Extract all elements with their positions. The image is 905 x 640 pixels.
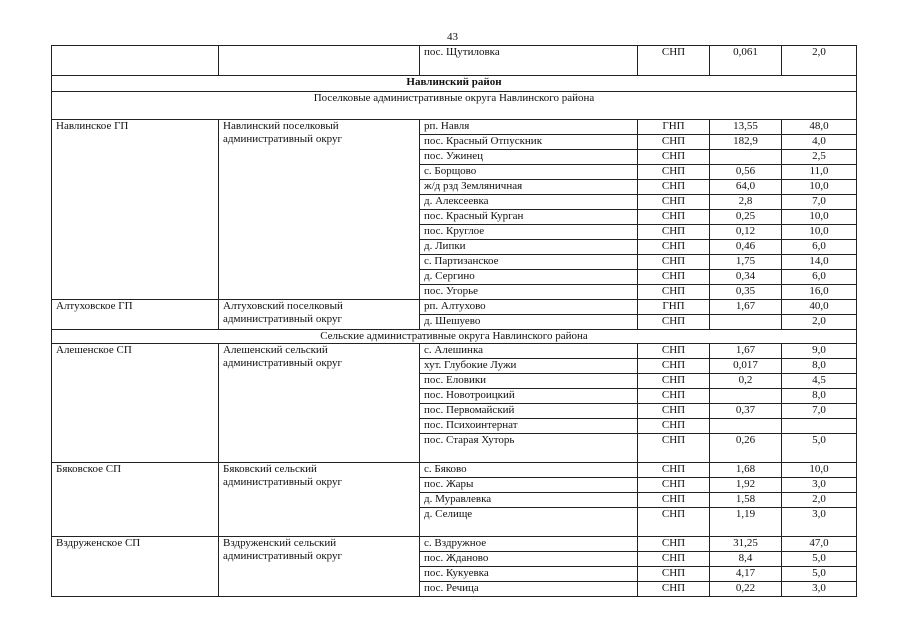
cell-type: СНП (638, 419, 710, 434)
cell-value-1 (710, 150, 782, 165)
cell-type: СНП (638, 359, 710, 374)
cell-okrug (219, 120, 420, 300)
cell-value-2: 9,0 (782, 344, 857, 359)
cell-type: СНП (638, 478, 710, 493)
cell-settlement: пос. Круглое (420, 225, 638, 240)
table-row (52, 344, 857, 359)
cell-value-2: 6,0 (782, 270, 857, 285)
cell-value-2 (782, 419, 857, 434)
cell-settlement: с. Партизанское (420, 255, 638, 270)
cell-settlement: пос. Угорье (420, 285, 638, 300)
subsection-rural: Сельские административные округа Навлинского района (52, 330, 857, 344)
cell-value-2: 5,0 (782, 567, 857, 582)
cell-value-2: 10,0 (782, 225, 857, 240)
subsection-settlement: Поселковые административные округа Навлинского района (52, 92, 857, 120)
district-title: Навлинский район (52, 76, 857, 92)
cell-type: СНП (638, 195, 710, 210)
cell-value-1: 0,061 (710, 46, 782, 76)
cell-settlement: пос. Старая Хуторь (420, 434, 638, 463)
cell-settlement: с. Алешинка (420, 344, 638, 359)
cell-type: СНП (638, 150, 710, 165)
table-row (52, 300, 857, 315)
cell-settlement: пос. Еловики (420, 374, 638, 389)
okrug-line: административный округ (223, 550, 343, 562)
cell-value-1: 0,017 (710, 359, 782, 374)
cell-settlement: пос. Новотроицкий (420, 389, 638, 404)
cell-settlement: д. Шешуево (420, 315, 638, 330)
cell-settlement: д. Липки (420, 240, 638, 255)
subsection-row (52, 330, 857, 344)
okrug-line: Алешенский сельский (223, 344, 328, 356)
cell-value-1: 0,34 (710, 270, 782, 285)
cell-mo: Алтуховское ГП (52, 300, 219, 330)
table-row (52, 537, 857, 552)
cell-value-1: 0,22 (710, 582, 782, 597)
cell-value-1: 2,8 (710, 195, 782, 210)
cell-type: ГНП (638, 300, 710, 315)
cell-value-1: 13,55 (710, 120, 782, 135)
okrug-line: административный округ (223, 357, 343, 369)
cell-value-1: 0,12 (710, 225, 782, 240)
cell-mo (52, 46, 219, 76)
cell-value-2: 2,5 (782, 150, 857, 165)
cell-settlement: пос. Ужинец (420, 150, 638, 165)
cell-value-2: 2,0 (782, 315, 857, 330)
cell-value-1: 1,67 (710, 344, 782, 359)
cell-type: СНП (638, 210, 710, 225)
cell-settlement: д. Селище (420, 508, 638, 537)
cell-type: СНП (638, 508, 710, 537)
cell-mo: Алешенское СП (52, 344, 219, 463)
okrug-line: Алтуховский поселковый (223, 300, 343, 312)
cell-settlement: пос. Жары (420, 478, 638, 493)
cell-value-1: 1,75 (710, 255, 782, 270)
cell-value-2: 4,0 (782, 135, 857, 150)
okrug-line: Бяковский сельский (223, 463, 317, 475)
cell-settlement: д. Сергино (420, 270, 638, 285)
cell-type: СНП (638, 315, 710, 330)
cell-settlement: пос. Психоинтернат (420, 419, 638, 434)
cell-value-2: 5,0 (782, 434, 857, 463)
cell-value-1: 182,9 (710, 135, 782, 150)
cell-type: СНП (638, 165, 710, 180)
cell-value-1: 1,19 (710, 508, 782, 537)
cell-okrug (219, 463, 420, 537)
cell-value-2: 7,0 (782, 195, 857, 210)
cell-value-2: 48,0 (782, 120, 857, 135)
cell-value-1 (710, 389, 782, 404)
cell-value-2: 47,0 (782, 537, 857, 552)
cell-value-2: 2,0 (782, 493, 857, 508)
cell-type: СНП (638, 46, 710, 76)
cell-value-1: 1,92 (710, 478, 782, 493)
cell-value-2: 3,0 (782, 582, 857, 597)
cell-mo: Вздруженское СП (52, 537, 219, 597)
cell-value-2: 2,0 (782, 46, 857, 76)
cell-value-1: 31,25 (710, 537, 782, 552)
okrug-line: административный округ (223, 133, 343, 145)
cell-value-2: 14,0 (782, 255, 857, 270)
cell-value-2: 10,0 (782, 180, 857, 195)
cell-okrug (219, 300, 420, 330)
cell-value-2: 16,0 (782, 285, 857, 300)
cell-settlement: рп. Навля (420, 120, 638, 135)
cell-type: СНП (638, 344, 710, 359)
cell-value-1: 1,68 (710, 463, 782, 478)
cell-type: СНП (638, 285, 710, 300)
cell-settlement: с. Борщово (420, 165, 638, 180)
cell-value-1: 0,56 (710, 165, 782, 180)
cell-value-2: 40,0 (782, 300, 857, 315)
cell-settlement: д. Муравлевка (420, 493, 638, 508)
cell-settlement: хут. Глубокие Лужи (420, 359, 638, 374)
cell-type: СНП (638, 374, 710, 389)
cell-type: СНП (638, 537, 710, 552)
cell-value-2: 3,0 (782, 478, 857, 493)
settlements-table (51, 45, 857, 597)
cell-value-1: 0,37 (710, 404, 782, 419)
cell-settlement: пос. Жданово (420, 552, 638, 567)
cell-value-1: 0,26 (710, 434, 782, 463)
cell-type: СНП (638, 389, 710, 404)
cell-value-2: 10,0 (782, 463, 857, 478)
cell-mo: Бяковское СП (52, 463, 219, 537)
cell-value-1: 0,25 (710, 210, 782, 225)
cell-okrug (219, 46, 420, 76)
cell-settlement: с. Бяково (420, 463, 638, 478)
okrug-line: административный округ (223, 313, 343, 325)
cell-settlement: пос. Красный Курган (420, 210, 638, 225)
cell-value-2: 7,0 (782, 404, 857, 419)
cell-type: СНП (638, 552, 710, 567)
cell-type: СНП (638, 270, 710, 285)
cell-value-1: 1,67 (710, 300, 782, 315)
cell-type: СНП (638, 255, 710, 270)
cell-type: СНП (638, 434, 710, 463)
cell-settlement: пос. Речица (420, 582, 638, 597)
cell-value-2: 10,0 (782, 210, 857, 225)
cell-type: СНП (638, 135, 710, 150)
cell-settlement: пос. Щутиловка (420, 46, 638, 76)
table-row (52, 120, 857, 135)
cell-mo: Навлинское ГП (52, 120, 219, 300)
cell-value-1: 0,46 (710, 240, 782, 255)
table-row (52, 463, 857, 478)
cell-type: ГНП (638, 120, 710, 135)
cell-type: СНП (638, 493, 710, 508)
cell-value-1: 64,0 (710, 180, 782, 195)
cell-value-2: 3,0 (782, 508, 857, 537)
okrug-line: Навлинский поселковый (223, 120, 339, 132)
cell-value-1: 0,35 (710, 285, 782, 300)
cell-type: СНП (638, 567, 710, 582)
cell-type: СНП (638, 180, 710, 195)
cell-type: СНП (638, 582, 710, 597)
cell-value-1: 4,17 (710, 567, 782, 582)
cell-okrug (219, 344, 420, 463)
cell-settlement: рп. Алтухово (420, 300, 638, 315)
cell-type: СНП (638, 404, 710, 419)
cell-value-2: 11,0 (782, 165, 857, 180)
cell-value-1: 0,2 (710, 374, 782, 389)
cell-value-1: 8,4 (710, 552, 782, 567)
cell-settlement: пос. Первомайский (420, 404, 638, 419)
cell-okrug (219, 537, 420, 597)
okrug-line: Вздруженский сельский (223, 537, 337, 549)
cell-value-1 (710, 419, 782, 434)
table-row (52, 46, 857, 76)
cell-settlement: пос. Кукуевка (420, 567, 638, 582)
cell-settlement: ж/д рзд Земляничная (420, 180, 638, 195)
cell-value-2: 5,0 (782, 552, 857, 567)
cell-settlement: с. Вздружное (420, 537, 638, 552)
district-title-row (52, 76, 857, 92)
cell-value-1 (710, 315, 782, 330)
cell-type: СНП (638, 240, 710, 255)
cell-value-1: 1,58 (710, 493, 782, 508)
subsection-row (52, 92, 857, 120)
cell-value-2: 8,0 (782, 389, 857, 404)
cell-value-2: 6,0 (782, 240, 857, 255)
cell-settlement: пос. Красный Отпускник (420, 135, 638, 150)
page-number: 43 (447, 31, 458, 43)
cell-value-2: 8,0 (782, 359, 857, 374)
okrug-line: административный округ (223, 476, 343, 488)
cell-settlement: д. Алексеевка (420, 195, 638, 210)
cell-type: СНП (638, 463, 710, 478)
cell-type: СНП (638, 225, 710, 240)
cell-value-2: 4,5 (782, 374, 857, 389)
